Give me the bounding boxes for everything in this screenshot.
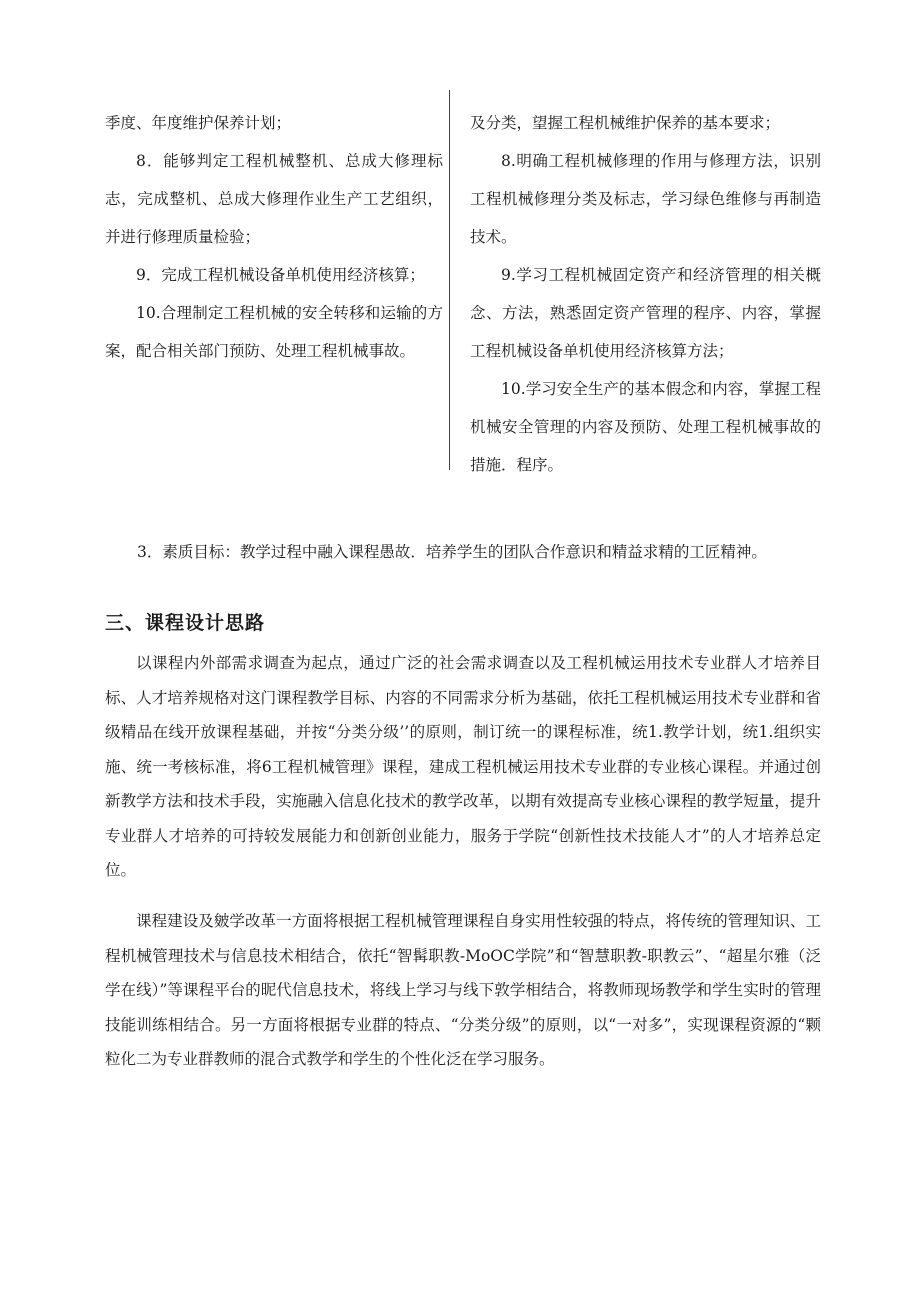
- table-cell-text: 9.学习工程机械固定资产和经济管理的相关概念、方法，熟悉固定资产管理的程序、内容，掌握工程机械设备单机使用经济核算方法；: [470, 266, 821, 360]
- table-cell-text: 10.合理制定工程机械的安全转移和运输的方案，配合相关部门预防、处理工程机械事故。: [105, 304, 443, 360]
- table-cell-text: 季度、年度维护保养计划；: [105, 114, 292, 132]
- body-paragraph: 以课程内外部需求调查为起点，通过广泛的社会需求调查以及工程机械运用技术专业群人才培养目标、人才培养规格对这门课程教学目标、内容的不同需求分析为基础，依托工程机械运用技术专业群和省级精品在线开放课程基础，并按“分类分级’’的原则，制订统一的课程标准，统1.教学计划，统1.组织实施、统一考核标准，将6工程机械管理》课程，建成工程机械运用技术专业群的专业核心课程。并通过创新教学方法和技术手段，实施融入信息化技术的教学改革，以期有效提高专业核心课程的教学短量，提升专业群人才培养的可持较发展能力和创新创业能力，服务于学院“创新性技术技能人才”的人才培养总定位。: [105, 654, 821, 879]
- table-cell-text: 9．完成工程机械设备单机使用经济核算；: [136, 266, 425, 284]
- column-divider: [449, 90, 450, 470]
- body-paragraph: 课程建设及皴学改革一方面将根据工程机械管理课程自身实用性较强的特点，将传统的管理知识、工程机械管理技术与信息技术相结合，依托“智髯职教-MoOC学院”和“智慧职教-职教云”、“超星尔雅（泛学在线）”等课程平台的昵代信息技术，将线上学习与线下敦学相结合，将教师现场教学和学生实时的管理技能训练相结合。另一方面将根据专业群的特点、“分类分级”的原则，以“一对多”，实现课程资源的“颗粒化二为专业群教师的混合式教学和学生的个性化泛在学习服务。: [105, 912, 821, 1068]
- quality-goal-text: 3．素质目标：教学过程中融入课程愚故．培养学生的团队合作意识和精益求精的工匠精神。: [137, 543, 767, 561]
- table-cell-text: 及分类，望握工程机械维护保养的基本要求；: [470, 114, 781, 132]
- table-cell-text: 8.明确工程机械修理的作用与修理方法，识别工程机械修理分类及标志，学习绿色维修与再制造技术。: [470, 152, 821, 246]
- table-cell-text: 10.学习安全生产的基本假念和内容，掌握工程机械安全管理的内容及预防、处理工程机械事故的措施．程序。: [470, 380, 821, 474]
- section-title: 三、课程设计思路: [105, 612, 266, 634]
- knowledge-goals-column: [470, 104, 821, 484]
- ability-goals-column: [105, 104, 443, 370]
- table-cell-text: 8．能够判定工程机械整机、总成大修理标志，完成整机、总成大修理作业生产工艺组织，并进行修理质量检验；: [105, 152, 443, 246]
- objectives-table: [105, 90, 821, 474]
